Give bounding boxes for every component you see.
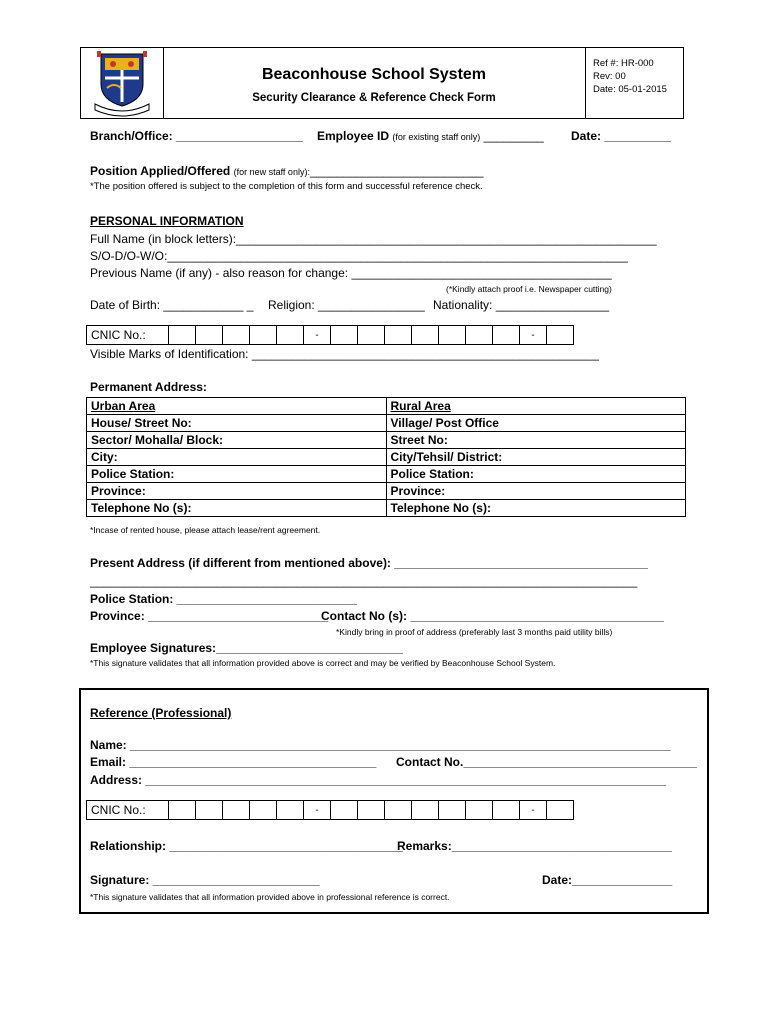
previous-name-field[interactable]: Previous Name (if any) - also reason for change: _______________________________________ — [90, 266, 612, 280]
cnic-cell[interactable] — [412, 801, 439, 820]
cnic-cell[interactable] — [385, 326, 412, 345]
religion-field[interactable]: Religion: ________________ — [268, 298, 425, 312]
cnic-cell[interactable] — [412, 326, 439, 345]
ref-signature-note: *This signature validates that all information provided above in professional reference is correct. — [90, 892, 450, 902]
address-cell[interactable]: Police Station: — [386, 466, 686, 483]
cnic-cell[interactable] — [223, 326, 250, 345]
employee-id-note: (for existing staff only) — [392, 132, 481, 142]
ref-relationship-field[interactable]: Relationship: ___________________________________ — [90, 839, 403, 853]
cnic-cell[interactable] — [493, 801, 520, 820]
signature-note: *This signature validates that all information provided above is correct and may be verified by Beaconhouse School System. — [90, 658, 556, 668]
cnic-cell[interactable] — [358, 326, 385, 345]
ref-signature-field[interactable]: Signature: _________________________ — [90, 873, 320, 887]
address-cell[interactable]: Telephone No (s): — [87, 500, 387, 517]
employee-id-field[interactable] — [317, 129, 544, 144]
cnic-cell[interactable] — [466, 326, 493, 345]
ref-name-field[interactable]: Name: _________________________________________________________________________________ — [90, 738, 671, 752]
address-cell[interactable]: Telephone No (s): — [386, 500, 686, 517]
logo-cell — [81, 48, 164, 118]
employee-id-label: Employee ID — [317, 129, 390, 143]
doc-date: Date: 05-01-2015 — [593, 84, 667, 95]
position-disclaimer: *The position offered is subject to the completion of this form and successful reference check. — [90, 181, 483, 192]
employee-signature-field[interactable]: Employee Signatures:____________________________ — [90, 641, 403, 655]
cnic-cell[interactable] — [277, 326, 304, 345]
full-name-field[interactable]: Full Name (in block letters):_______________________________________________________________ — [90, 232, 657, 246]
contact-field[interactable]: Contact No (s): ______________________________________ — [321, 609, 664, 623]
cnic-cell[interactable] — [439, 801, 466, 820]
table-row — [87, 500, 686, 517]
cnic-dash: - — [304, 801, 331, 820]
dob-field[interactable]: Date of Birth: ____________ _ — [90, 298, 254, 312]
personal-info-heading: PERSONAL INFORMATION — [90, 214, 244, 228]
address-cell[interactable]: City: — [87, 449, 387, 466]
cnic-cell[interactable] — [250, 801, 277, 820]
position-field[interactable] — [90, 164, 483, 179]
cnic-cell[interactable] — [466, 801, 493, 820]
address-cell[interactable]: Police Station: — [87, 466, 387, 483]
ref-date-field[interactable]: Date:_______________ — [542, 873, 673, 887]
proof-note: (*Kindly attach proof i.e. Newspaper cutting) — [446, 284, 612, 294]
visible-marks-field[interactable]: Visible Marks of Identification: ____________________________________________________ — [90, 347, 599, 361]
table-row — [87, 483, 686, 500]
date-field[interactable]: Date: __________ — [571, 129, 672, 143]
rent-note: *Incase of rented house, please attach lease/rent agreement. — [90, 525, 321, 535]
table-row — [87, 432, 686, 449]
address-cell[interactable]: House/ Street No: — [87, 415, 387, 432]
permanent-address-heading: Permanent Address: — [90, 380, 207, 394]
table-row — [87, 415, 686, 432]
cnic-cell[interactable] — [331, 801, 358, 820]
position-line: __________________________ — [309, 164, 484, 178]
cnic-cell[interactable] — [547, 326, 574, 345]
table-row — [87, 449, 686, 466]
address-cell[interactable]: Village/ Post Office — [386, 415, 686, 432]
cnic-cell[interactable] — [196, 801, 223, 820]
rural-area-heading: Rural Area — [386, 398, 686, 415]
cnic-cell[interactable] — [277, 801, 304, 820]
cnic-cell[interactable] — [385, 801, 412, 820]
cnic-cell[interactable] — [169, 326, 196, 345]
address-cell[interactable]: City/Tehsil/ District: — [386, 449, 686, 466]
school-crest-icon — [81, 48, 163, 118]
nationality-field[interactable]: Nationality: _________________ — [433, 298, 610, 312]
permanent-address-table — [86, 397, 686, 517]
address-cell[interactable]: Province: — [87, 483, 387, 500]
ref-cnic-grid — [86, 800, 574, 820]
employee-id-line: _________ — [483, 129, 544, 143]
cnic-cell[interactable] — [169, 801, 196, 820]
ref-email-field[interactable]: Email: _____________________________________ — [90, 755, 377, 769]
cnic-cell[interactable] — [250, 326, 277, 345]
cnic-dash: - — [520, 326, 547, 345]
cnic-dash: - — [520, 801, 547, 820]
document-ref-block — [585, 48, 683, 118]
branch-field[interactable]: Branch/Office: ___________________ — [90, 129, 303, 143]
police-station-field[interactable]: Police Station: ___________________________ — [90, 592, 357, 606]
cnic-cell[interactable] — [439, 326, 466, 345]
reference-heading: Reference (Professional) — [90, 706, 232, 720]
ref-remarks-field[interactable]: Remarks:_________________________________ — [397, 839, 672, 853]
cnic-dash: - — [304, 326, 331, 345]
cnic-cell[interactable] — [331, 326, 358, 345]
ref-cnic-label: CNIC No.: — [87, 801, 169, 820]
cnic-grid — [86, 325, 574, 345]
cnic-cell[interactable] — [358, 801, 385, 820]
address-cell[interactable]: Sector/ Mohalla/ Block: — [87, 432, 387, 449]
form-subtitle: Security Clearance & Reference Check Form — [252, 92, 496, 104]
address-proof-note: *Kindly bring in proof of address (preferably last 3 months paid utility bills) — [336, 627, 613, 637]
ref-address-field[interactable]: Address: ______________________________________________________________________________ — [90, 773, 666, 787]
page-title: Beaconhouse School System — [261, 66, 487, 83]
sodowo-field[interactable]: S/O-D/O-W/O:_____________________________________________________________________ — [90, 249, 628, 263]
cnic-cell[interactable] — [223, 801, 250, 820]
position-label: Position Applied/Offered — [90, 164, 231, 178]
table-row — [87, 398, 686, 415]
cnic-cell[interactable] — [196, 326, 223, 345]
present-address-field[interactable]: Present Address (if different from mentioned above): ______________________________________ — [90, 556, 648, 570]
address-cell[interactable]: Province: — [386, 483, 686, 500]
province-field[interactable]: Province: ___________________________ — [90, 609, 329, 623]
present-address-line2[interactable]: __________________________________________________________________________________ — [90, 574, 638, 588]
position-note: (for new staff only): — [233, 167, 310, 177]
urban-area-heading: Urban Area — [87, 398, 387, 415]
address-cell[interactable]: Street No: — [386, 432, 686, 449]
form-header — [80, 47, 684, 119]
ref-number: Ref #: HR-000 — [593, 58, 654, 69]
cnic-label: CNIC No.: — [87, 326, 169, 345]
revision: Rev: 00 — [593, 71, 626, 82]
cnic-cell[interactable] — [493, 326, 520, 345]
cnic-cell[interactable] — [547, 801, 574, 820]
table-row — [87, 466, 686, 483]
ref-contact-field[interactable]: Contact No.___________________________________ — [396, 755, 697, 769]
